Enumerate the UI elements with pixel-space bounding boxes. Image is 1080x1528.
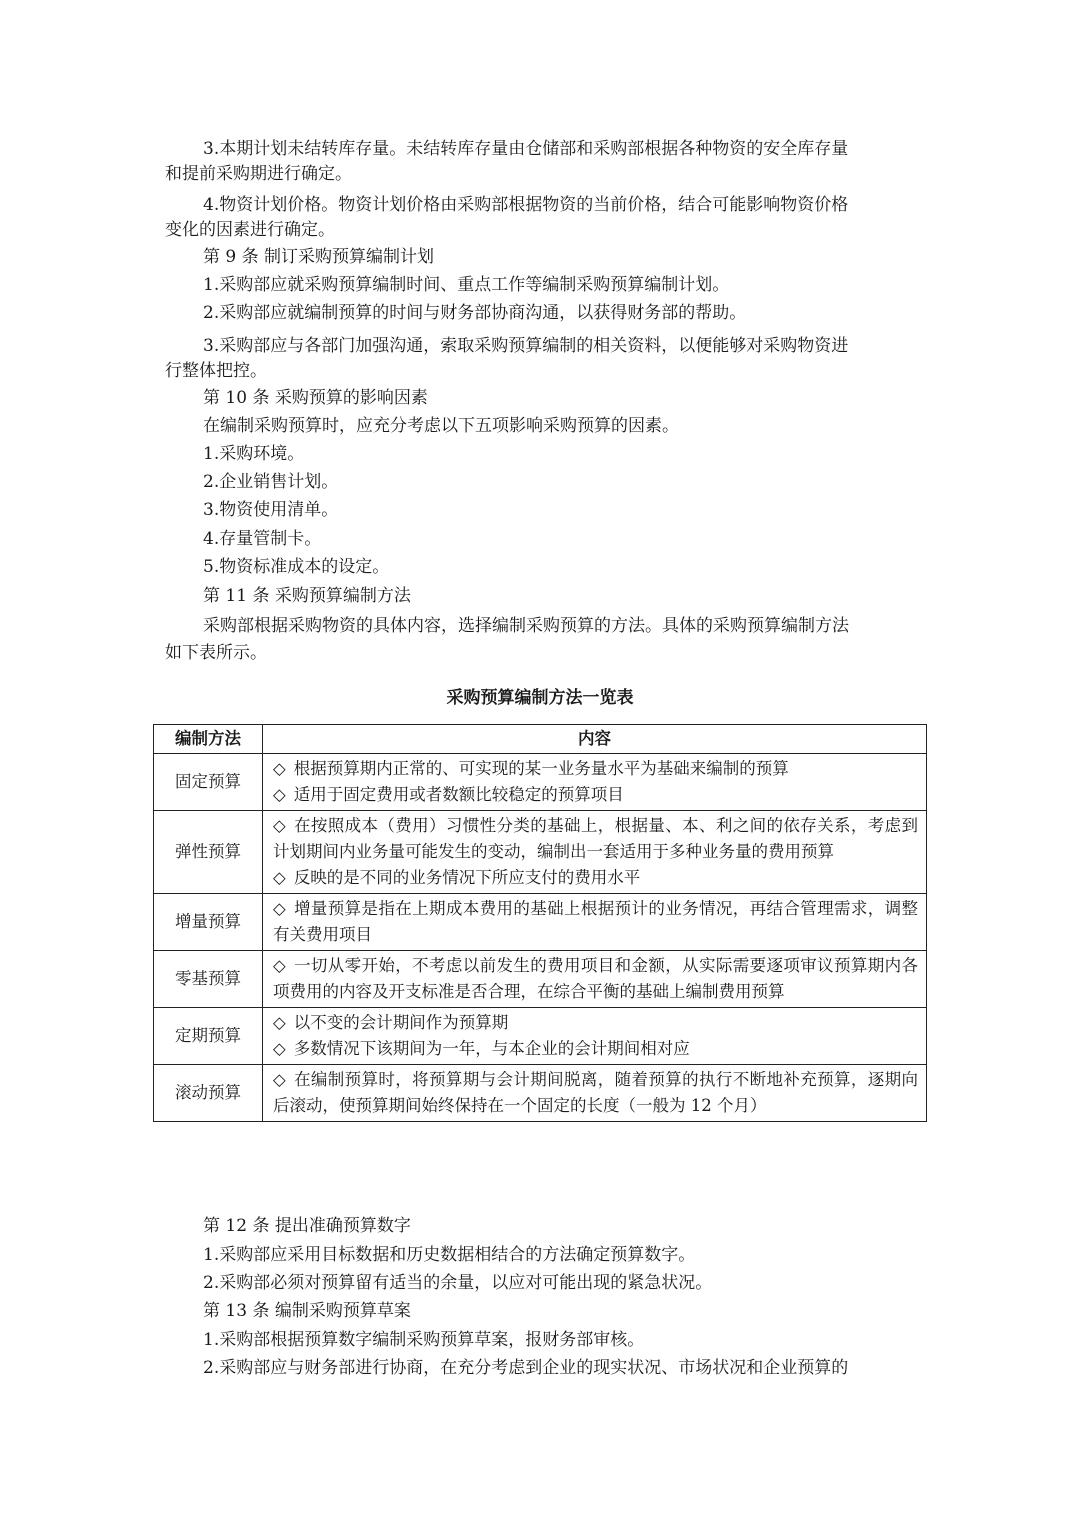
article-13-item-1: 1.采购部根据预算数字编制采购预算草案，报财务部审核。 [203,1330,645,1350]
diamond-icon: ◇ [273,1039,286,1058]
bullet-item: ◇ 一切从零开始，不考虑以前发生的费用项目和金额，从实际需要逐项审议预算期内各项费用的内容及开支标准是否合理，在综合平衡的基础上编制费用预算 [273,956,918,1001]
article-9-item-3-line2: 行整体把控。 [165,361,267,381]
article-9-item-1: 1.采购部应就采购预算编制时间、重点工作等编制采购预算编制计划。 [203,275,730,295]
bullet-item: ◇ 以不变的会计期间作为预算期 [273,1013,509,1032]
content-cell [263,951,927,1008]
bullet-item: ◇ 反映的是不同的业务情况下所应支付的费用水平 [273,868,641,887]
article-9-item-2: 2.采购部应就编制预算的时间与财务部协商沟通，以获得财务部的帮助。 [203,303,747,323]
factor-item-3: 3.物资使用清单。 [203,500,339,520]
factor-item-4: 4.存量管制卡。 [203,529,322,549]
article-11-text-line2: 如下表所示。 [165,643,267,663]
factor-item-5: 5.物资标准成本的设定。 [203,557,390,577]
article-12-item-2: 2.采购部必须对预算留有适当的余量，以应对可能出现的紧急状况。 [203,1273,713,1293]
method-cell: 弹性预算 [154,811,263,894]
para-3-stock-line1: 3.本期计划未结转库存量。未结转库存量由仓储部和采购部根据各种物资的安全库存量 [203,139,849,159]
article-10-intro: 在编制采购预算时，应充分考虑以下五项影响采购预算的因素。 [203,416,679,436]
article-11-heading: 第 11 条 采购预算编制方法 [203,586,411,606]
table-row [154,1008,927,1065]
diamond-icon: ◇ [273,759,286,778]
content-cell [263,1065,927,1122]
diamond-icon: ◇ [273,1070,287,1089]
para-4-price-line2: 变化的因素进行确定。 [165,220,335,240]
table-header-row [154,725,927,754]
bullet-item: ◇ 多数情况下该期间为一年，与本企业的会计期间相对应 [273,1039,690,1058]
table-row [154,754,927,811]
header-method: 编制方法 [154,725,263,754]
table-row [154,951,927,1008]
diamond-icon: ◇ [273,785,286,804]
content-cell [263,811,927,894]
article-13-item-2: 2.采购部应与财务部进行协商，在充分考虑到企业的现实状况、市场状况和企业预算的 [203,1358,849,1378]
table-row [154,894,927,951]
article-13-heading: 第 13 条 编制采购预算草案 [203,1301,411,1321]
header-content: 内容 [263,725,927,754]
bullet-item: ◇ 增量预算是指在上期成本费用的基础上根据预计的业务情况，再结合管理需求，调整有关费用项目 [273,899,918,944]
method-cell: 滚动预算 [154,1065,263,1122]
method-cell: 零基预算 [154,951,263,1008]
content-cell [263,1008,927,1065]
diamond-icon: ◇ [273,1013,286,1032]
bullet-item: ◇ 在按照成本（费用）习惯性分类的基础上，根据量、本、利之间的依存关系，考虑到计划期间内业务量可能发生的变动，编制出一套适用于多种业务量的费用预算 [273,816,918,861]
article-10-heading: 第 10 条 采购预算的影响因素 [203,388,428,408]
diamond-icon: ◇ [273,899,287,918]
method-cell: 增量预算 [154,894,263,951]
factor-item-1: 1.采购环境。 [203,444,305,464]
content-cell [263,754,927,811]
article-12-item-1: 1.采购部应采用目标数据和历史数据相结合的方法确定预算数字。 [203,1245,696,1265]
bullet-item: ◇ 适用于固定费用或者数额比较稳定的预算项目 [273,785,624,804]
table-row [154,811,927,894]
diamond-icon: ◇ [273,868,286,887]
table-row [154,1065,927,1122]
table-title: 采购预算编制方法一览表 [446,688,634,708]
method-cell: 定期预算 [154,1008,263,1065]
budget-methods-table [153,724,927,1122]
content-cell [263,894,927,951]
article-12-heading: 第 12 条 提出准确预算数字 [203,1216,411,1236]
method-cell: 固定预算 [154,754,263,811]
diamond-icon: ◇ [273,816,287,835]
para-4-price-line1: 4.物资计划价格。物资计划价格由采购部根据物资的当前价格，结合可能影响物资价格 [203,195,849,215]
diamond-icon: ◇ [273,956,287,975]
article-9-heading: 第 9 条 制订采购预算编制计划 [203,247,435,267]
factor-item-2: 2.企业销售计划。 [203,472,339,492]
para-3-stock-line2: 和提前采购期进行确定。 [165,164,352,184]
article-9-item-3-line1: 3.采购部应与各部门加强沟通，索取采购预算编制的相关资料，以便能够对采购物资进 [203,336,849,356]
bullet-item: ◇ 根据预算期内正常的、可实现的某一业务量水平为基础来编制的预算 [273,759,789,778]
article-11-text-line1: 采购部根据采购物资的具体内容，选择编制采购预算的方法。具体的采购预算编制方法 [203,616,849,636]
bullet-item: ◇ 在编制预算时，将预算期与会计期间脱离，随着预算的执行不断地补充预算，逐期向后滚动，使预算期间始终保持在一个固定的长度（一般为 12 个月） [273,1070,918,1115]
